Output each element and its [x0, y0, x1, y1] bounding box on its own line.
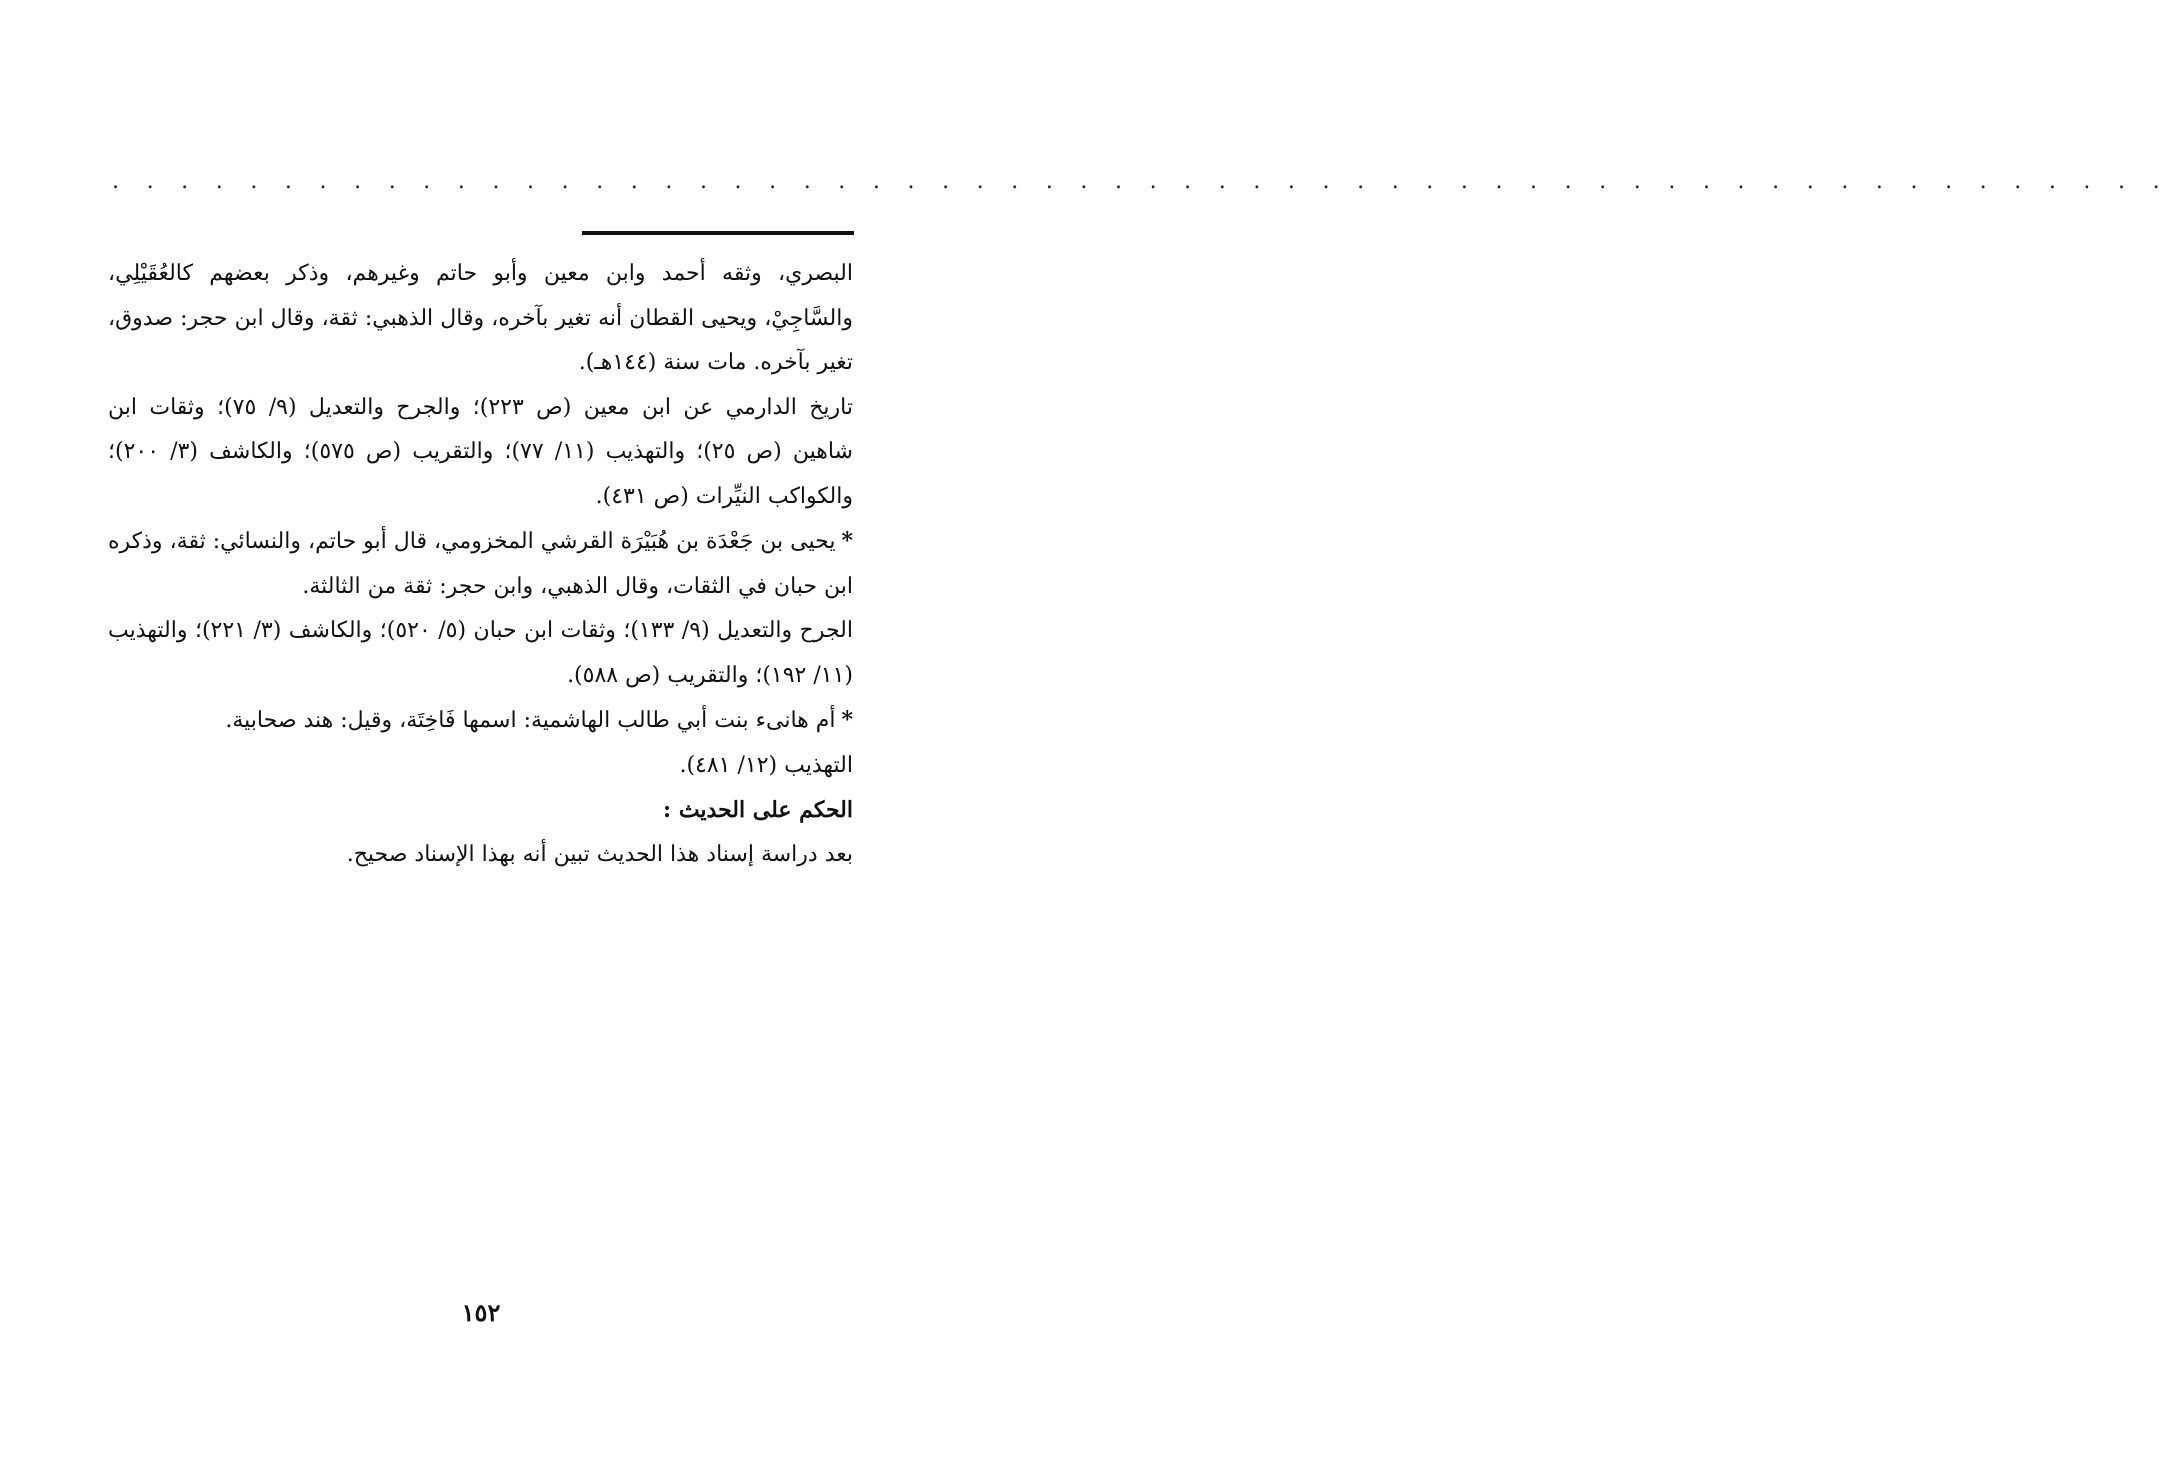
paragraph-text: أم هانىء بنت أبي طالب الهاشمية: اسمها فَاخِتَة، وقيل: هند صحابية.: [225, 708, 836, 733]
footnote-body: [108, 252, 853, 877]
asterisk-bullet: *: [841, 528, 853, 554]
paragraph-sources-2: [108, 609, 853, 698]
paragraph-text: يحيى بن جَعْدَة بن هُبَيْرَة القرشي المخزومي، قال أبو حاتم، والنسائي: ثقة، وذكره ابن حبان في الثقات، وقال الذهبي، وابن حجر: ثقة من الثالثة.: [108, 529, 853, 599]
paragraph-text: تاريخ الدارمي عن ابن معين (ص ٢٢٣)؛ والجرح والتعديل (٩/ ٧٥)؛ وثقات ابن شاهين (ص ٢٥)؛ والتهذيب (١١/ ٧٧)؛ والتقريب (ص ٥٧٥)؛ والكاشف (٣/ ٢٠٠)؛ والكواكب النيِّرات (ص ٤٣١).: [108, 394, 854, 509]
paragraph-narrator-umm-hani: [108, 698, 853, 744]
paragraph-narrator-yahya: [108, 519, 853, 609]
page-number: ١٥٢: [461, 1298, 501, 1327]
ruling-heading: الحكم على الحديث :: [663, 797, 853, 823]
footnote-rule: [582, 231, 854, 235]
paragraph-text: الجرح والتعديل (٩/ ١٣٣)؛ وثقات ابن حبان (٥/ ٥٢٠)؛ والكاشف (٣/ ٢٢١)؛ والتهذيب (١١/ ١٩٢)؛ والتقريب (ص ٥٨٨).: [108, 618, 854, 688]
paragraph-sources-1: [108, 386, 853, 520]
ruling-text: بعد دراسة إسناد هذا الحديث تبين أنه بهذا الإسناد صحيح.: [346, 841, 853, 867]
asterisk-bullet: *: [841, 707, 853, 733]
dotted-separator: . . . . . . . . . . . . . . . . . . . . . . . . . . . . . . . . . . . . . . . . . . . . . . . . . . . . . . . . . . . .: [112, 169, 2170, 194]
paragraph-text: التهذيب (١٢/ ٤٨١).: [679, 752, 853, 778]
paragraph-sources-3: [108, 744, 853, 789]
paragraph-text: البصري، وثقه أحمد وابن معين وأبو حاتم وغيرهم، وذكر بعضهم كالعُقَيْلِي، والسَّاجِيْ، ويحيى القطان أنه تغير بآخره، وقال الذهبي: ثقة، وقال ابن حجر: صدوق، تغير بآخره. مات سنة (١٤٤هـ).: [108, 261, 853, 375]
paragraph-narrator-basri: [108, 252, 853, 386]
